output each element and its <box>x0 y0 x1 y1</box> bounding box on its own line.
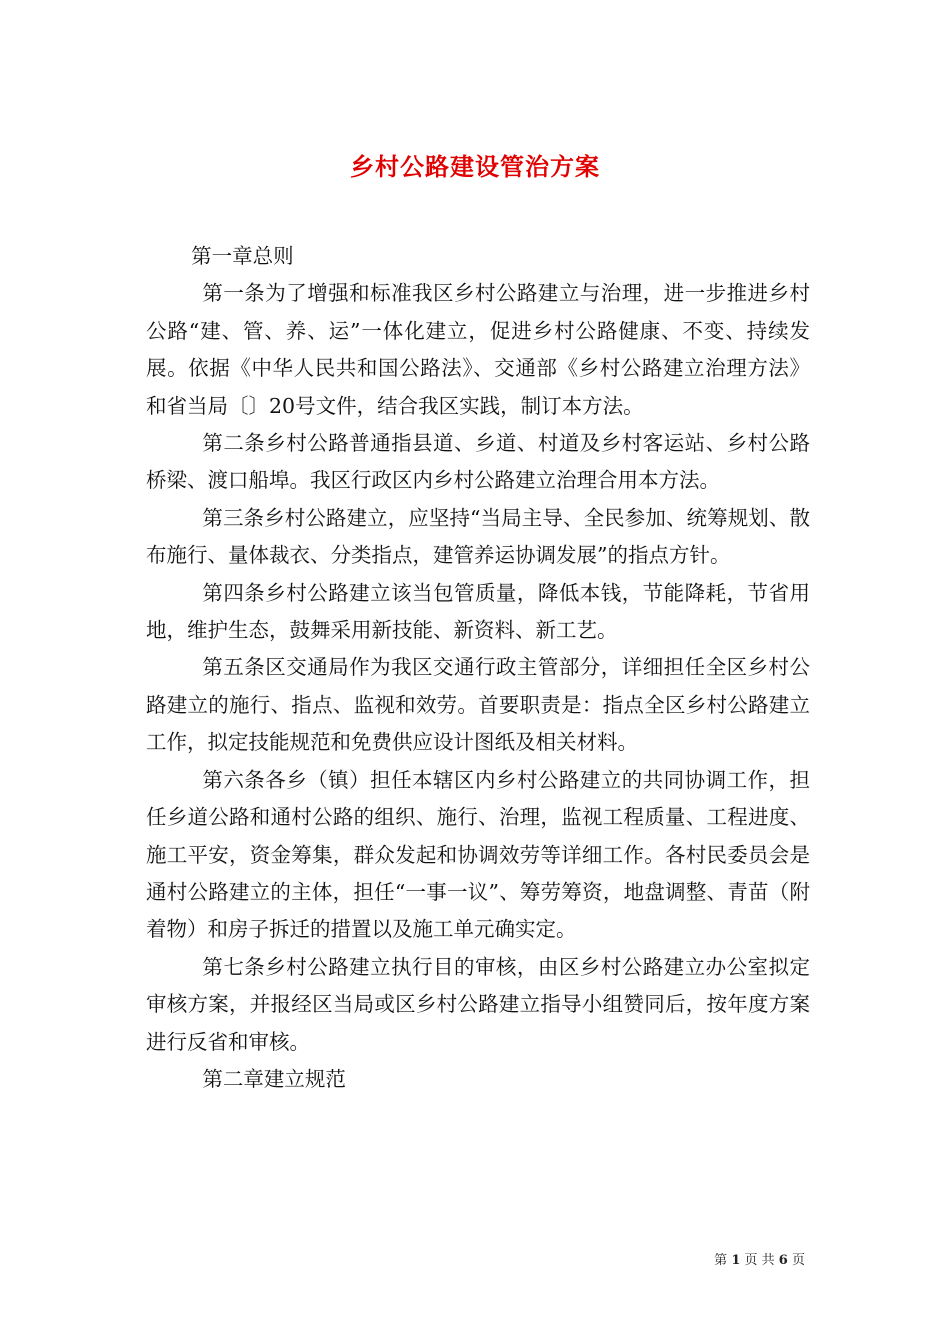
chapter-heading: 第二章建立规范 <box>202 1066 346 1091</box>
article-paragraph: 第一条为了增强和标准我区乡村公路建立与治理，进一步推进乡村公路“建、管、养、运”一体化建立，促进乡村公路健康、不变、持续发展。依据《中华人民共和国公路法》、交通部《乡村公路建立治理方法》和省当局〔〕20号文件，结合我区实践，制订本方法。 <box>146 281 810 418</box>
article-paragraph: 第二条乡村公路普通指县道、乡道、村道及乡村客运站、乡村公路桥梁、渡口船埠。我区行政区内乡村公路建立治理合用本方法。 <box>146 431 810 493</box>
document-body <box>146 238 810 1098</box>
article-paragraph: 第七条乡村公路建立执行目的审核，由区乡村公路建立办公室拟定审核方案，并报经区当局或区乡村公路建立指导小组赞同后，按年度方案进行反省和审核。 <box>146 954 810 1054</box>
page-number-footer <box>714 1249 805 1268</box>
footer-middle: 页 共 <box>744 1253 775 1268</box>
article-paragraph: 第五条区交通局作为我区交通行政主管部分，详细担任全区乡村公路建立的施行、指点、监视和效劳。首要职责是：指点全区乡村公路建立工作，拟定技能规范和免费供应设计图纸及相关材料。 <box>146 655 810 755</box>
current-page-number: 1 <box>731 1253 741 1268</box>
article-paragraph: 第六条各乡（镇）担任本辖区内乡村公路建立的共同协调工作，担任乡道公路和通村公路的组织、施行、治理，监视工程质量、工程进度、施工平安，资金筹集，群众发起和协调效劳等详细工作。各村民委员会是通村公路建立的主体，担任“一事一议”、筹劳筹资，地盘调整、青苗（附着物）和房子拆迁的措置以及施工单元确实定。 <box>146 767 810 942</box>
article-paragraph: 第三条乡村公路建立，应坚持“当局主导、全民参加、统筹规划、散布施行、量体裁衣、分类指点，建管养运协调发展”的指点方针。 <box>146 505 810 568</box>
footer-prefix: 第 <box>714 1253 728 1268</box>
footer-suffix: 页 <box>791 1253 805 1268</box>
chapter-heading: 第一章总则 <box>191 244 294 268</box>
document-title: 乡村公路建设管治方案 <box>350 152 600 182</box>
article-paragraph: 第四条乡村公路建立该当包管质量，降低本钱，节能降耗，节省用地，维护生态，鼓舞采用新技能、新资料、新工艺。 <box>146 580 810 643</box>
total-page-count: 6 <box>778 1253 788 1268</box>
